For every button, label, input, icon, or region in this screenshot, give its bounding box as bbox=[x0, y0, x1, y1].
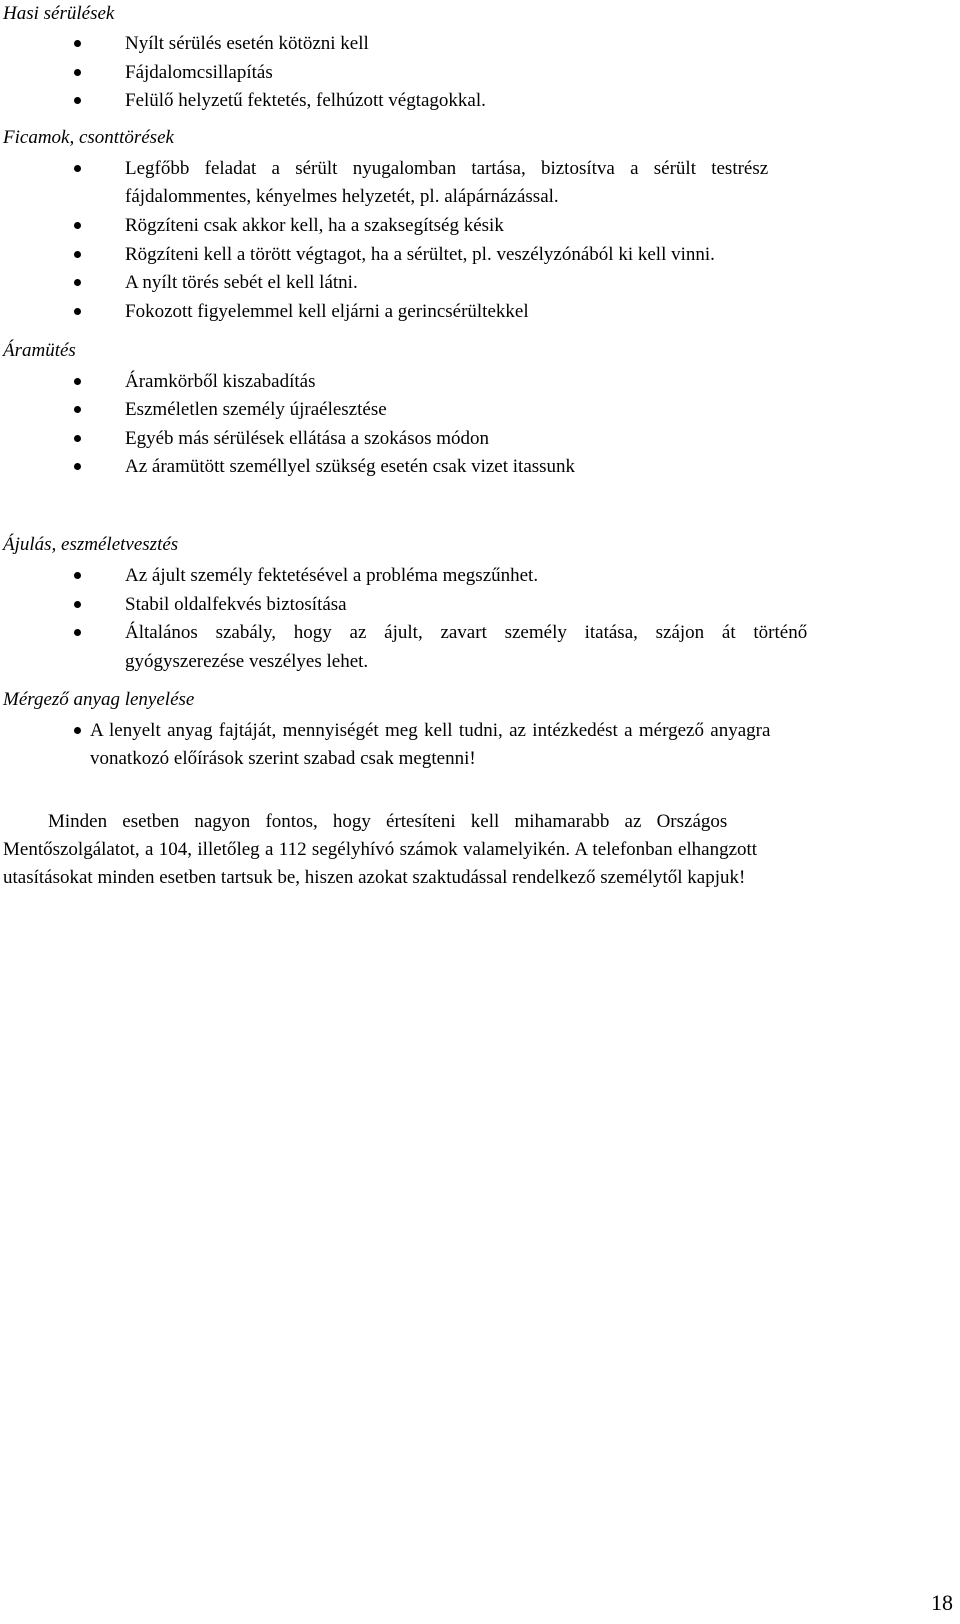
list-item: A lenyelt anyag fajtáját, mennyiségét meg kell tudni, az intézkedést a mérgező anyagra bbox=[90, 720, 771, 741]
closing-paragraph-line: Mentőszolgálatot, a 104, illetőleg a 112 segélyhívó számok valamelyikén. A telefonban elhangzott bbox=[3, 839, 758, 860]
bullet-icon bbox=[74, 378, 81, 385]
bullet-icon bbox=[74, 69, 81, 76]
list-item: Felülő helyzetű fektetés, felhúzott végtagokkal. bbox=[125, 90, 486, 111]
list-item-continuation: gyógyszerezése veszélyes lehet. bbox=[125, 651, 369, 672]
list-item: Rögzíteni csak akkor kell, ha a szaksegítség késik bbox=[125, 215, 504, 236]
list-item: Fokozott figyelemmel kell eljárni a gerincsérültekkel bbox=[125, 301, 529, 322]
bullet-icon bbox=[74, 463, 81, 470]
list-item: Fájdalomcsillapítás bbox=[125, 62, 273, 83]
bullet-icon bbox=[74, 629, 81, 636]
bullet-icon bbox=[74, 279, 81, 286]
bullet-icon bbox=[74, 601, 81, 608]
list-item: Legfőbb feladat a sérült nyugalomban tartása, biztosítva a sérült testrész bbox=[125, 158, 769, 179]
bullet-icon bbox=[74, 40, 81, 47]
list-item: Általános szabály, hogy az ájult, zavart személy itatása, szájon át történő bbox=[125, 622, 808, 643]
section-heading-ajulas: Ájulás, eszméletvesztés bbox=[3, 534, 179, 555]
section-heading-ficamok: Ficamok, csonttörések bbox=[3, 127, 174, 148]
list-item: Az ájult személy fektetésével a probléma megszűnhet. bbox=[125, 565, 539, 586]
bullet-icon bbox=[74, 97, 81, 104]
bullet-icon bbox=[74, 308, 81, 315]
list-item: Az áramütött személlyel szükség esetén csak vizet itassunk bbox=[125, 456, 576, 477]
list-item: Stabil oldalfekvés biztosítása bbox=[125, 594, 347, 615]
bullet-icon bbox=[74, 222, 81, 229]
list-item: A nyílt törés sebét el kell látni. bbox=[125, 272, 358, 293]
bullet-icon bbox=[74, 251, 81, 258]
bullet-icon bbox=[74, 406, 81, 413]
section-heading-hasi: Hasi sérülések bbox=[3, 3, 115, 24]
list-item: Nyílt sérülés esetén kötözni kell bbox=[125, 33, 369, 54]
list-item: Áramkörből kiszabadítás bbox=[125, 371, 316, 392]
page-number: 18 bbox=[931, 1590, 953, 1615]
section-heading-mergezo: Mérgező anyag lenyelése bbox=[3, 689, 195, 710]
bullet-icon bbox=[74, 727, 81, 734]
bullet-icon bbox=[74, 435, 81, 442]
list-item: Eszméletlen személy újraélesztése bbox=[125, 399, 387, 420]
closing-paragraph-line: Minden esetben nagyon fontos, hogy értesíteni kell mihamarabb az Országos bbox=[48, 811, 728, 832]
list-item: Rögzíteni kell a törött végtagot, ha a sérültet, pl. veszélyzónából ki kell vinni. bbox=[125, 244, 715, 265]
closing-paragraph-line: utasításokat minden esetben tartsuk be, hiszen azokat szaktudással rendelkező személytől kapjuk! bbox=[3, 867, 746, 888]
section-heading-aramutes: Áramütés bbox=[3, 340, 76, 361]
list-item: Egyéb más sérülések ellátása a szokásos módon bbox=[125, 428, 490, 449]
bullet-icon bbox=[74, 165, 81, 172]
bullet-icon bbox=[74, 572, 81, 579]
list-item-continuation: fájdalommentes, kényelmes helyzetét, pl. alápárnázással. bbox=[125, 186, 559, 207]
list-item-continuation: vonatkozó előírások szerint szabad csak megtenni! bbox=[90, 748, 476, 769]
